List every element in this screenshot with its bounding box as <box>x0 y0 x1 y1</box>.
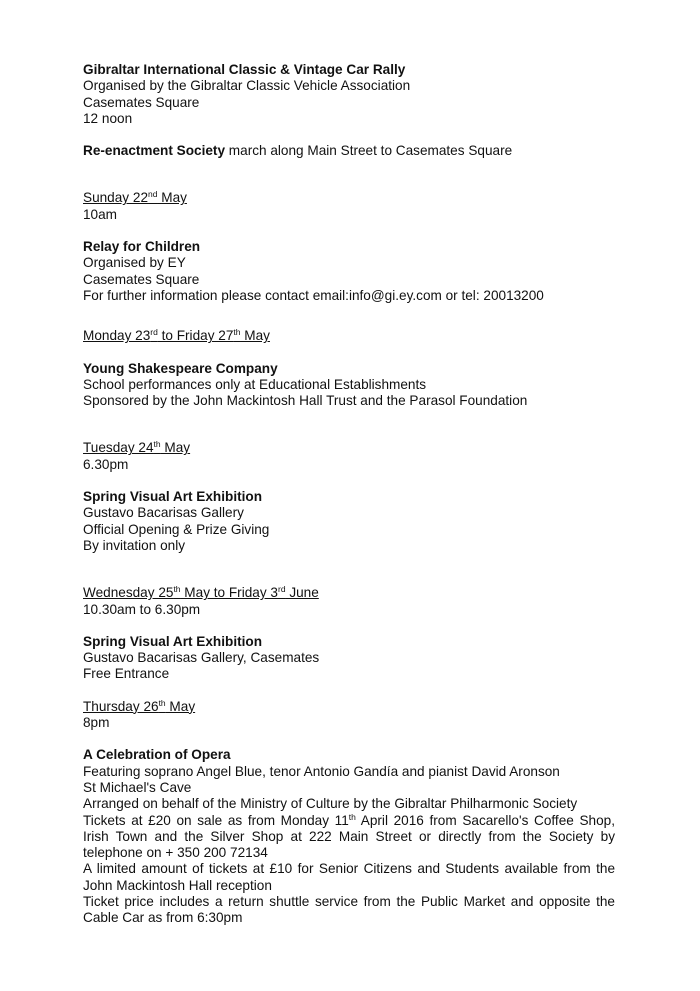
art1-line2: Official Opening & Prize Giving <box>83 521 270 537</box>
opera-title: A Celebration of Opera <box>83 747 231 763</box>
reenactment-text: march along Main Street to Casemates Square <box>225 143 513 159</box>
rally-time: 12 noon <box>83 110 133 126</box>
relay-venue: Casemates Square <box>83 271 200 287</box>
opera-line3: Arranged on behalf of the Ministry of Culture by the Gibraltar Philharmonic Society <box>83 796 578 812</box>
reenactment-title: Re-enactment Society <box>83 143 226 159</box>
time-sunday-22: 10am <box>83 206 118 222</box>
rally-title: Gibraltar International Classic & Vintage Car Rally <box>83 62 406 77</box>
opera-tickets: Tickets at £20 on sale as from Monday 11th April 2016 from Sacarello's Coffee Shop, Irish Town and the Silver Shop at 222 Main Street or directly from the Society by telephone on + 350 200 72134 <box>83 811 615 861</box>
art1-title: Spring Visual Art Exhibition <box>83 489 263 505</box>
time-tuesday-24: 6.30pm <box>83 456 129 472</box>
relay-title: Relay for Children <box>83 239 201 255</box>
art2-line1: Gustavo Bacarisas Gallery, Casemates <box>83 650 320 666</box>
opera-line1: Featuring soprano Angel Blue, tenor Antonio Gandía and pianist David Aronson <box>83 763 560 779</box>
opera-shuttle: Ticket price includes a return shuttle service from the Public Market and opposite the Cable Car as from 6:30pm <box>83 893 615 926</box>
opera-concession: A limited amount of tickets at £10 for Senior Citizens and Students available from the John Mackintosh Hall reception <box>83 861 615 893</box>
rally-venue: Casemates Square <box>83 94 200 110</box>
date-wednesday-25: Wednesday 25th May to Friday 3rd June <box>83 584 319 601</box>
date-sunday-22: Sunday 22nd May <box>83 189 187 206</box>
art1-line3: By invitation only <box>83 537 186 553</box>
date-tuesday-24: Tuesday 24th May <box>83 439 191 456</box>
relay-info: For further information please contact email:info@gi.ey.com or tel: 20013200 <box>83 287 544 303</box>
shakespeare-line2: Sponsored by the John Mackintosh Hall Trust and the Parasol Foundation <box>83 393 528 409</box>
art2-line2: Free Entrance <box>83 666 170 682</box>
rally-organiser: Organised by the Gibraltar Classic Vehicle Association <box>83 78 411 94</box>
date-monday-23: Monday 23rd to Friday 27th May <box>83 327 270 344</box>
shakespeare-title: Young Shakespeare Company <box>83 360 278 376</box>
date-thursday-26: Thursday 26th May <box>83 697 196 714</box>
art2-title: Spring Visual Art Exhibition <box>83 633 263 649</box>
shakespeare-line1: School performances only at Educational Establishments <box>83 376 427 392</box>
reenactment-line <box>83 143 615 159</box>
document-page <box>83 62 615 927</box>
art1-line1: Gustavo Bacarisas Gallery <box>83 505 244 521</box>
relay-organiser: Organised by EY <box>83 255 186 271</box>
time-wednesday-25: 10.30am to 6.30pm <box>83 601 201 617</box>
opera-line2: St Michael's Cave <box>83 779 192 795</box>
time-thursday-26: 8pm <box>83 715 110 731</box>
